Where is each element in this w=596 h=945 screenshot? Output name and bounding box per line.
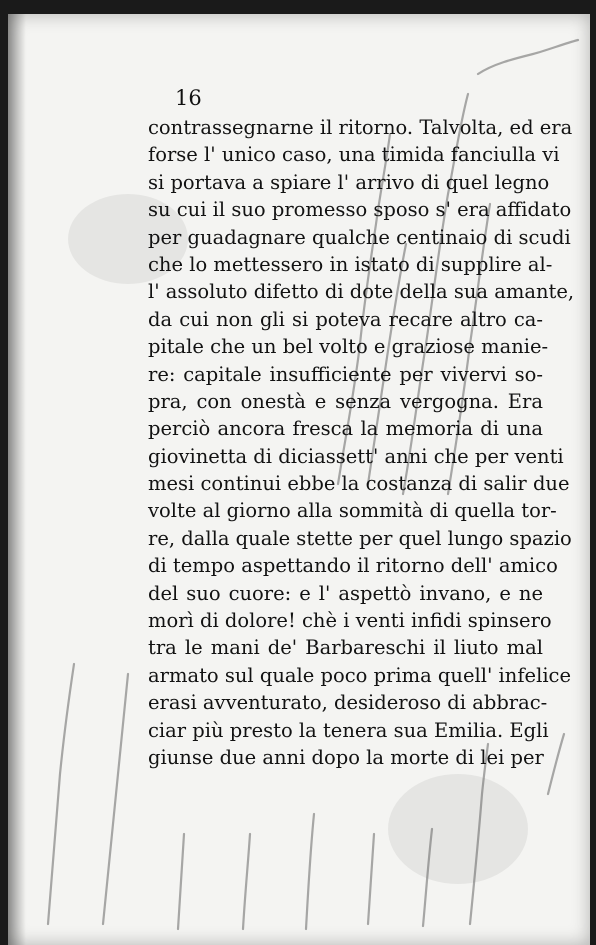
text-line: erasi avventurato, desideroso di abbrac- [148,691,548,715]
text-line: armato sul quale poco prima quell' infelice [148,663,572,687]
marginalia-stroke [478,40,578,74]
text-line: morì di dolore! chè i venti infidi spinsero [148,609,552,633]
marginalia-stroke [306,814,314,929]
text-line: pra, con onestà e senza vergogna. Era [148,389,543,413]
text-line: volte al giorno alla sommità di quella tor- [148,499,557,523]
text-line: mesi continui ebbe la costanza di salir due [148,472,570,496]
text-line: re, dalla quale stette per quel lungo spazio [148,526,572,550]
text-line: del suo cuore: e l' aspettò invano, e ne [148,581,543,605]
marginalia-stroke [423,829,432,926]
text-line: giovinetta di diciassett' anni che per venti [148,444,564,468]
text-line: perciò ancora fresca la memoria di una [148,417,543,441]
text-line: per guadagnare qualche centinaio di scudi [148,225,571,249]
marginalia-stroke [243,834,250,929]
marginalia-stroke [48,664,74,924]
text-line: contrassegnarne il ritorno. Talvolta, ed era [148,116,573,139]
text-line: giunse due anni dopo la morte di lei per [148,745,544,769]
page-number: 16 [175,86,202,110]
text-line: tra le mani de' Barbareschi il liuto mal [148,636,543,660]
marginalia-stroke [178,834,184,929]
text-line: re: capitale insufficiente per vivervi so- [148,362,543,386]
marginalia-stroke [548,734,564,794]
text-line: forse l' unico caso, una timida fanciulla vi [148,143,560,167]
text-line: da cui non gli si poteva recare altro ca- [148,307,543,331]
body-text [148,114,575,771]
text-line: ciar più presto la tenera sua Emilia. Egli [148,718,549,742]
marginalia-stroke [368,834,374,924]
text-line: su cui il suo promesso sposo s' era affidato [148,198,572,222]
text-line: l' assoluto difetto di dote della sua amante, [148,280,575,304]
text-line: si portava a spiare l' arrivo di quel legno [148,170,550,194]
book-page [8,14,590,945]
text-line: che lo mettessero in istato di supplire al- [148,252,553,276]
marginalia-stroke [103,674,128,924]
text-line: di tempo aspettando il ritorno dell' amico [148,554,558,578]
text-line: pitale che un bel volto e graziose manie- [148,335,549,359]
